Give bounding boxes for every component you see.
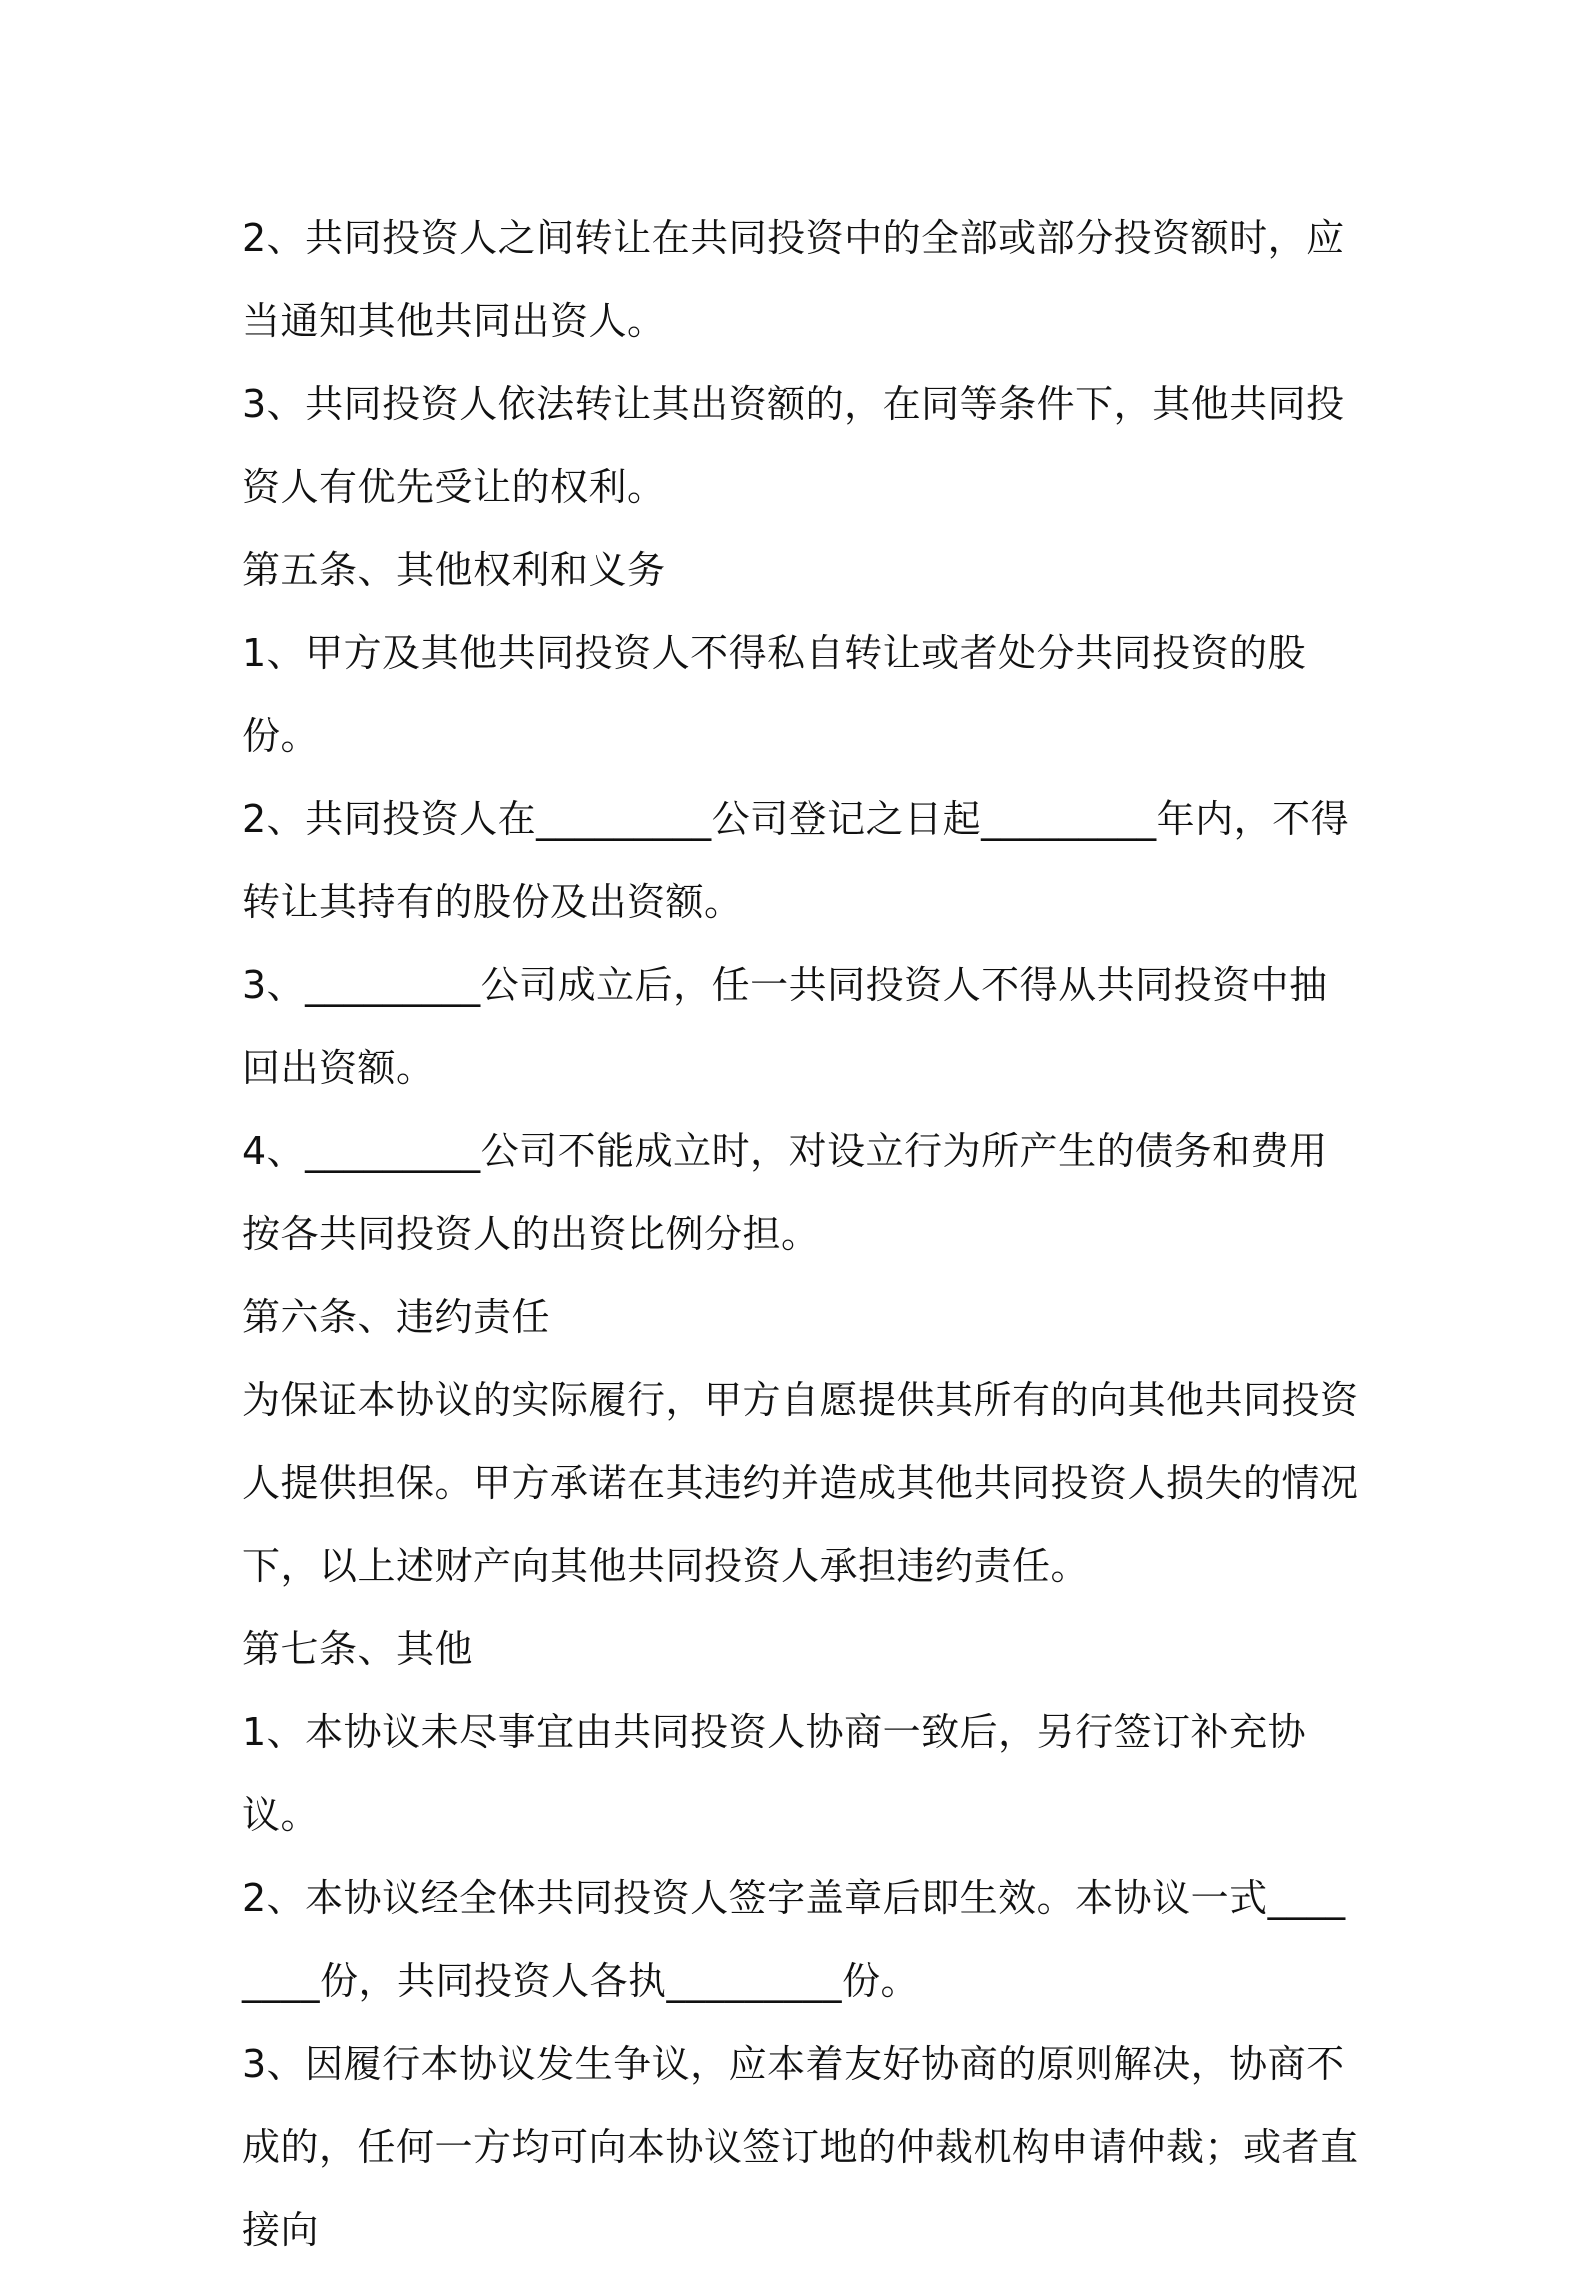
article-7-clause-1: 1、本协议未尽事宜由共同投资人协商一致后，另行签订补充协议。 (242, 1710, 1307, 1837)
article-7-clause-3: 3、因履行本协议发生争议，应本着友好协商的原则解决，协商不成的，任何一方均可向本协议签订地的仲裁机构申请仲裁；或者直接向 (242, 2042, 1359, 2252)
article-6-body: 为保证本协议的实际履行，甲方自愿提供其所有的向其他共同投资人提供担保。甲方承诺在其违约并造成其他共同投资人损失的情况下，以上述财产向其他共同投资人承担违约责任。 (242, 1378, 1359, 1588)
article-6-heading: 第六条、违约责任 (242, 1295, 551, 1339)
article-7-clause-2: 2、本协议经全体共同投资人签字盖章后即生效。本协议一式________份，共同投资人各执_________份。 (242, 1876, 1346, 2003)
article-5-clause-4: 4、_________公司不能成立时，对设立行为所产生的债务和费用按各共同投资人的出资比例分担。 (242, 1129, 1328, 1256)
article-5-clause-2: 2、共同投资人在_________公司登记之日起_________年内，不得转让其持有的股份及出资额。 (242, 797, 1350, 924)
clause-2-transfer-notice: 2、共同投资人之间转让在共同投资中的全部或部分投资额时，应当通知其他共同出资人。 (242, 216, 1345, 343)
article-5-clause-1: 1、甲方及其他共同投资人不得私自转让或者处分共同投资的股份。 (242, 631, 1307, 758)
clause-3-preemptive-right: 3、共同投资人依法转让其出资额的，在同等条件下，其他共同投资人有优先受让的权利。 (242, 382, 1345, 509)
article-5-heading: 第五条、其他权利和义务 (242, 548, 666, 592)
article-7-heading: 第七条、其他 (242, 1627, 474, 1671)
article-5-clause-3: 3、_________公司成立后，任一共同投资人不得从共同投资中抽回出资额。 (242, 963, 1328, 1090)
document-body (242, 197, 1362, 2272)
